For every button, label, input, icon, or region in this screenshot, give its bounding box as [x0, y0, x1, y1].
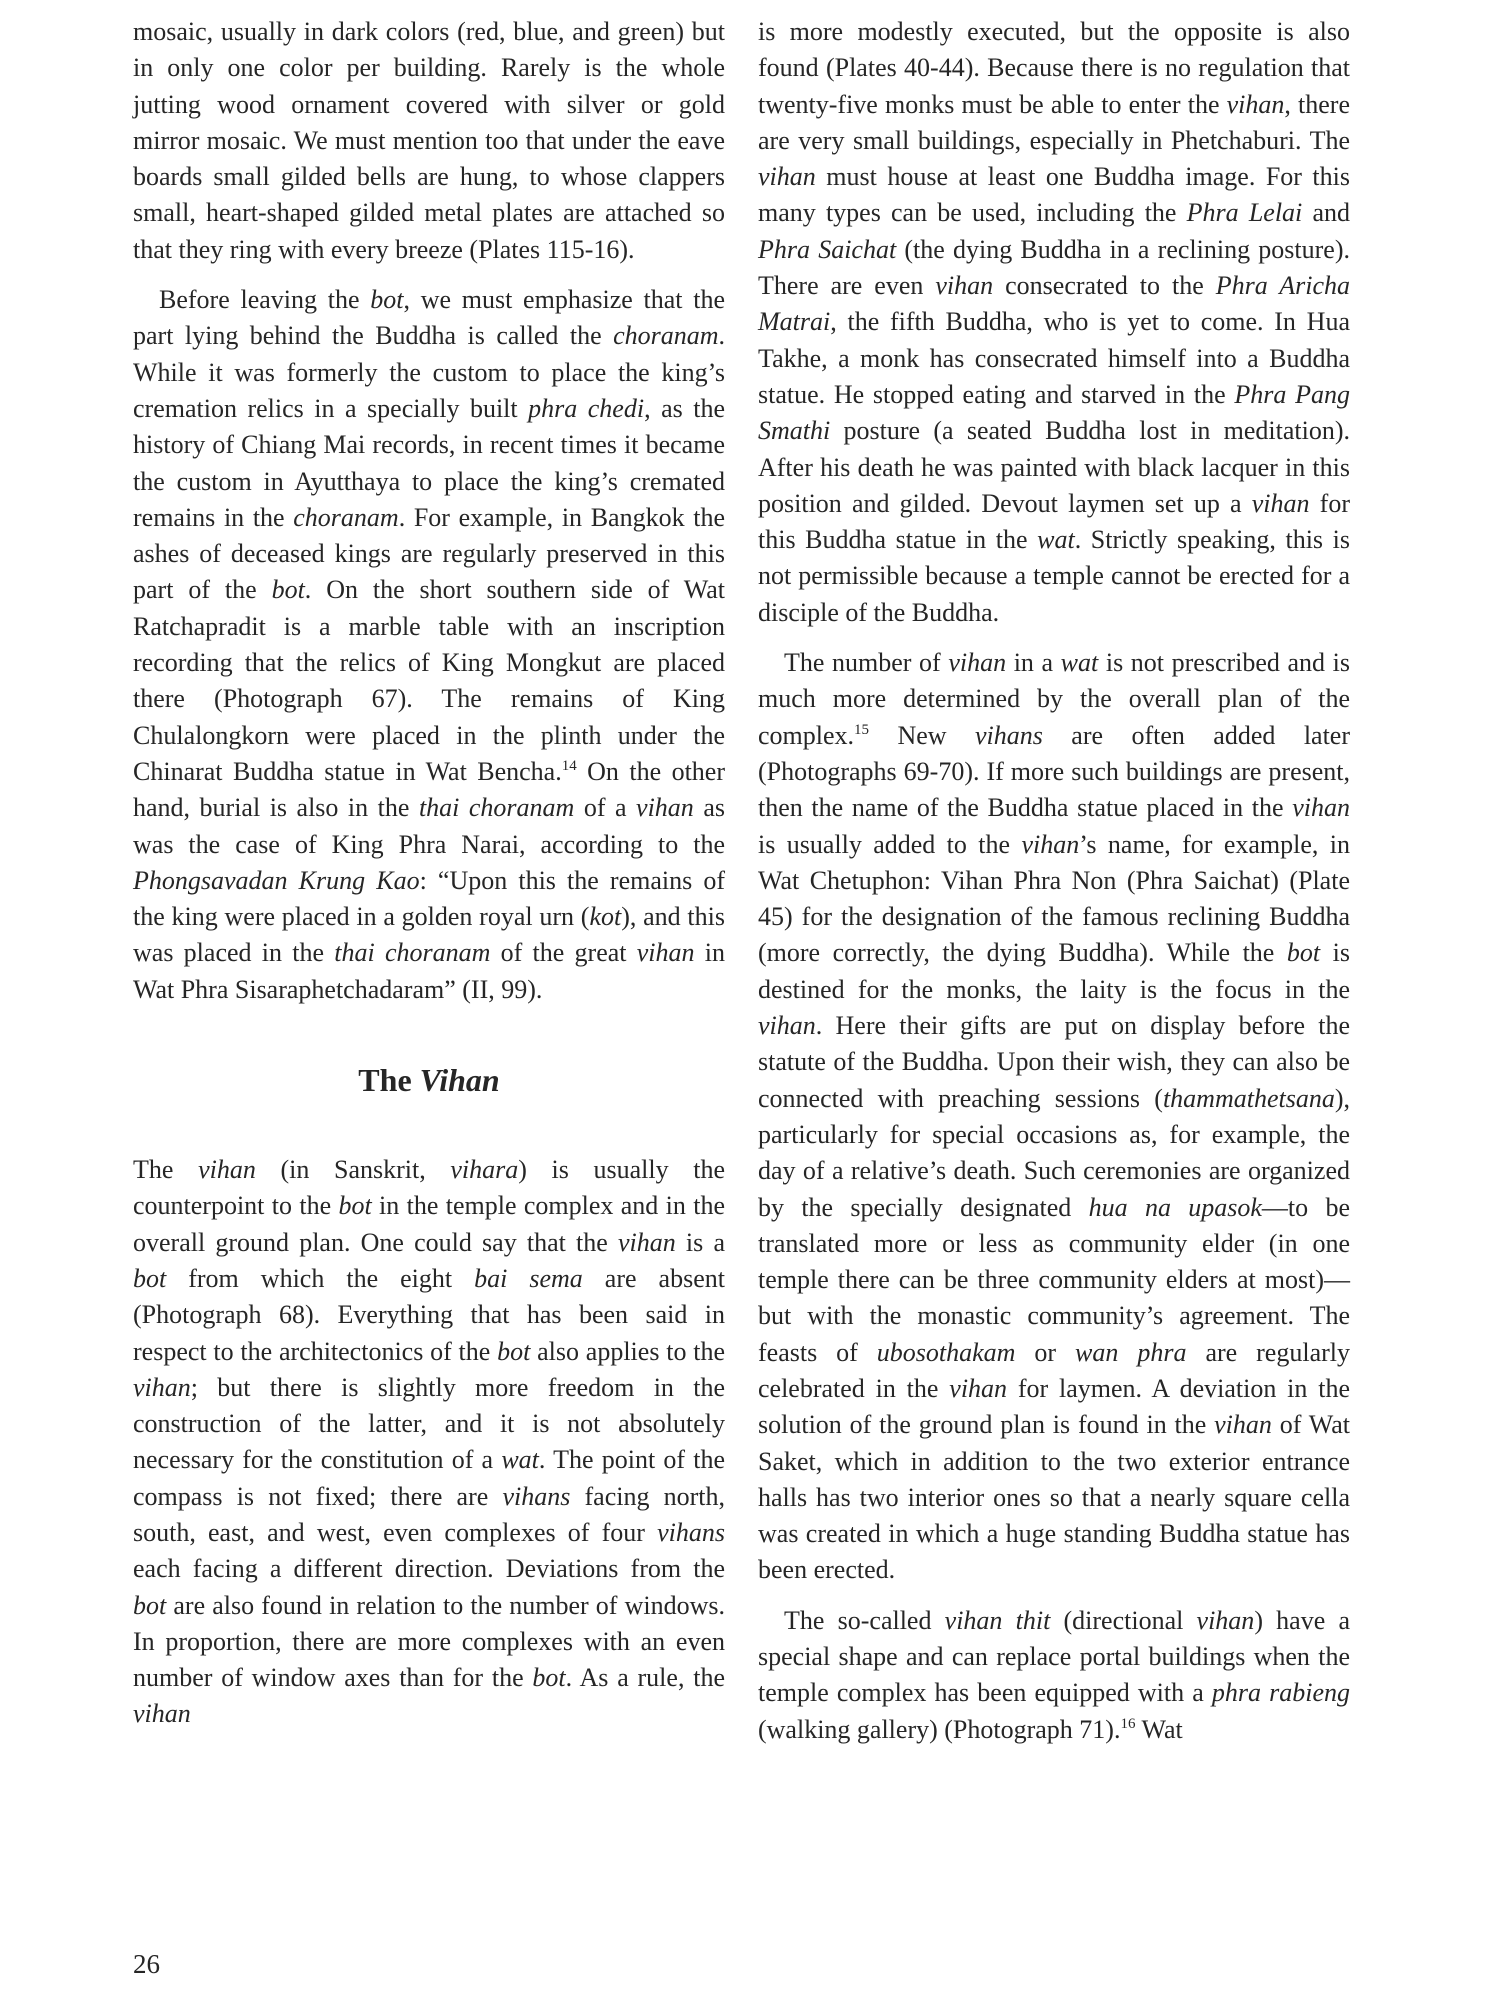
- italic-term: ubosothakam: [876, 1337, 1016, 1367]
- italic-term: choranam: [293, 502, 399, 532]
- italic-term: choranam: [613, 321, 719, 351]
- italic-term: vihan: [1214, 1410, 1272, 1440]
- italic-term: bai sema: [474, 1263, 583, 1293]
- italic-term: vihan: [935, 271, 994, 301]
- italic-term: Phra Saichat: [758, 234, 897, 264]
- italic-term: wan phra: [1075, 1337, 1187, 1367]
- paragraph-number-of-vihan: The number of vihan in a wat is not prescribed and is much more determined by the overall plan of the complex.$^{15}$ New vihans are often added later (Photographs 69-70). If more such buildings are present, then the name of the Buddha statue placed in the vihan is usually added to the vihan’s name, for example, in Wat Chetuphon: Vihan Phra Non (Phra Saichat) (Plate 45) for the designation of the famous reclining Buddha (more correctly, the dying Buddha). While the bot is destined for the monks, the laity is the focus in the vihan. Here their gifts are put on display before the statute of the Buddha. Upon their wish, they can also be connected with preaching sessions (thammathetsana), particularly for special occasions as, for example, the day of a relative’s death. Such ceremonies are organized by the specially designated hua na upasok—to be translated more or less as community elder (in one temple there can be three community elders at most)—but with the monastic community’s agreement. The feasts of ubosothakam or wan phra are regularly celebrated in the vihan for laymen. A deviation in the solution of the ground plan is found in the vihan of Wat Saket, which in addition to the two exterior entrance halls has two interior ones so that a nearly square cella was created in which a huge standing Buddha statue has been erected.: [758, 648, 1351, 1585]
- italic-term: vihan: [758, 162, 816, 192]
- italic-term: vihan: [1292, 793, 1350, 823]
- italic-term: Phra Pang Smathi: [758, 379, 1350, 446]
- italic-term: bot: [133, 1590, 167, 1620]
- italic-term: wat: [1037, 525, 1075, 555]
- italic-term: Phra Aricha Matrai: [758, 271, 1351, 337]
- italic-term: vihan thit: [944, 1605, 1051, 1635]
- italic-term: phra chedi: [528, 393, 645, 423]
- italic-term: thai choranam: [334, 938, 491, 968]
- italic-term: bot: [370, 285, 404, 315]
- italic-term: bot: [497, 1336, 531, 1366]
- footnote-ref: 16: [1120, 1715, 1136, 1732]
- italic-term: vihan: [949, 1373, 1008, 1403]
- italic-term: bot: [338, 1191, 372, 1221]
- page-number: 26: [133, 1949, 160, 1979]
- italic-term: vihan: [1021, 829, 1080, 859]
- italic-term: bot: [133, 1263, 167, 1293]
- italic-term: Vihan: [419, 1062, 500, 1099]
- italic-term: vihan: [1251, 488, 1310, 518]
- italic-term: vihan: [198, 1155, 256, 1185]
- italic-term: vihan: [948, 648, 1007, 678]
- paragraph-vihan-thit: The so-called vihan thit (directional vihan) have a special shape and can replace portal buildings when the temple complex has been equipped with a phra rabieng (walking gallery) (Photograph 71).$^{16}$ Wat: [758, 1605, 1351, 1744]
- italic-term: bot: [1286, 938, 1321, 968]
- paragraph-choranam: Before leaving the bot, we must emphasize that the part lying behind the Buddha is called the choranam. While it was formerly the custom to place the king’s cremation relics in a specially built phra chedi, as the history of Chiang Mai records, in recent times it became the custom in Ayutthaya to place the king’s cremated remains in the choranam. For example, in Bangkok the ashes of deceased kings are regularly preserved in this part of the bot. On the short southern side of Wat Ratchapradit is a marble table with an inscription recording that the relics of King Mongkut are placed there (Photograph 67). The remains of King Chulalongkorn were placed in the plinth under the Chinarat Buddha statue in Wat Bencha.$^{14}$ On the other hand, burial is also in the thai choranam of a vihan as was the case of King Phra Narai, according to the Phongsavadan Krung Kao: “Upon this the remains of the king were placed in a golden royal urn (kot), and this was placed in the thai choranam of the great vihan in Wat Phra Sisaraphetchadaram” (II, 99).: [133, 285, 726, 1004]
- footnote-ref: 14: [561, 757, 577, 774]
- italic-term: vihan: [1196, 1605, 1255, 1635]
- italic-term: vihan: [617, 1227, 676, 1257]
- italic-term: vihan: [758, 1011, 816, 1041]
- italic-term: vihans: [657, 1517, 725, 1547]
- paragraph-vihan-intro: The vihan (in Sanskrit, vihara) is usually the counterpoint to the bot in the temple complex and in the overall ground plan. One could say that the vihan is a bot from which the eight bai sema are absent (Photograph 68). Everything that has been said in respect to the architectonics of the bot also applies to the vihan; but there is slightly more freedom in the construction of the latter, and it is not absolutely necessary for the constitution of a wat. The point of the compass is not fixed; there are vihans facing north, south, east, and west, even complexes of four vihans each facing a different direction. Deviations from the bot are also found in relation to the number of windows. In proportion, there are more complexes with an even number of window axes than for the bot. As a rule, the vihan: [133, 1155, 726, 1729]
- italic-term: kot: [589, 902, 622, 932]
- left-column: [133, 14, 725, 1747]
- italic-term: Phra Lelai: [1186, 198, 1303, 228]
- italic-term: Phongsavadan Krung Kao: [133, 865, 420, 895]
- italic-term: vihan: [133, 1372, 191, 1402]
- italic-term: thammathetsana: [1162, 1083, 1335, 1113]
- italic-term: phra rabieng: [1211, 1678, 1351, 1708]
- italic-term: vihans: [974, 720, 1043, 750]
- italic-term: hua na upasok: [1088, 1192, 1262, 1222]
- italic-term: bot: [532, 1663, 566, 1693]
- italic-term: vihan: [1226, 89, 1285, 119]
- italic-term: wat: [501, 1445, 539, 1475]
- italic-term: vihans: [502, 1481, 571, 1511]
- italic-term: vihan: [636, 938, 695, 968]
- paragraph-vihan-continued: is more modestly executed, but the opposite is also found (Plates 40-44). Because there is no regulation that twenty-five monks must be able to enter the vihan, there are very small buildings, especially in Phetchaburi. The vihan must house at least one Buddha image. For this many types can be used, including the Phra Lelai and Phra Saichat (the dying Buddha in a reclining posture). There are even vihan consecrated to the Phra Aricha Matrai, the fifth Buddha, who is yet to come. In Hua Takhe, a monk has consecrated himself into a Buddha statue. He stopped eating and starved in the Phra Pang Smathi posture (a seated Buddha lost in meditation). After his death he was painted with black lacquer in this position and gilded. Devout laymen set up a vihan for this Buddha statue in the wat. Strictly speaking, this is not permissible because a temple cannot be erected for a disciple of the Buddha.: [758, 17, 1351, 627]
- right-column: [758, 14, 1350, 1762]
- section-heading-vihan: The Vihan: [358, 1062, 500, 1099]
- paragraph-eave-ornament: mosaic, usually in dark colors (red, blue, and green) but in only one color per building. Rarely is the whole jutting wood ornament covered with silver or gold mirror mosaic. We must mention too that under the eave boards small gilded bells are hung, to whose clappers small, heart-shaped gilded metal plates are attached so that they ring with every breeze (Plates 115-16).: [133, 17, 725, 264]
- italic-term: wat: [1060, 648, 1099, 678]
- italic-term: vihara: [450, 1155, 519, 1185]
- italic-term: thai choranam: [418, 793, 575, 823]
- footnote-ref: 15: [854, 721, 870, 738]
- italic-term: vihan: [636, 793, 694, 823]
- italic-term: vihan: [133, 1699, 191, 1729]
- italic-term: bot: [271, 575, 305, 605]
